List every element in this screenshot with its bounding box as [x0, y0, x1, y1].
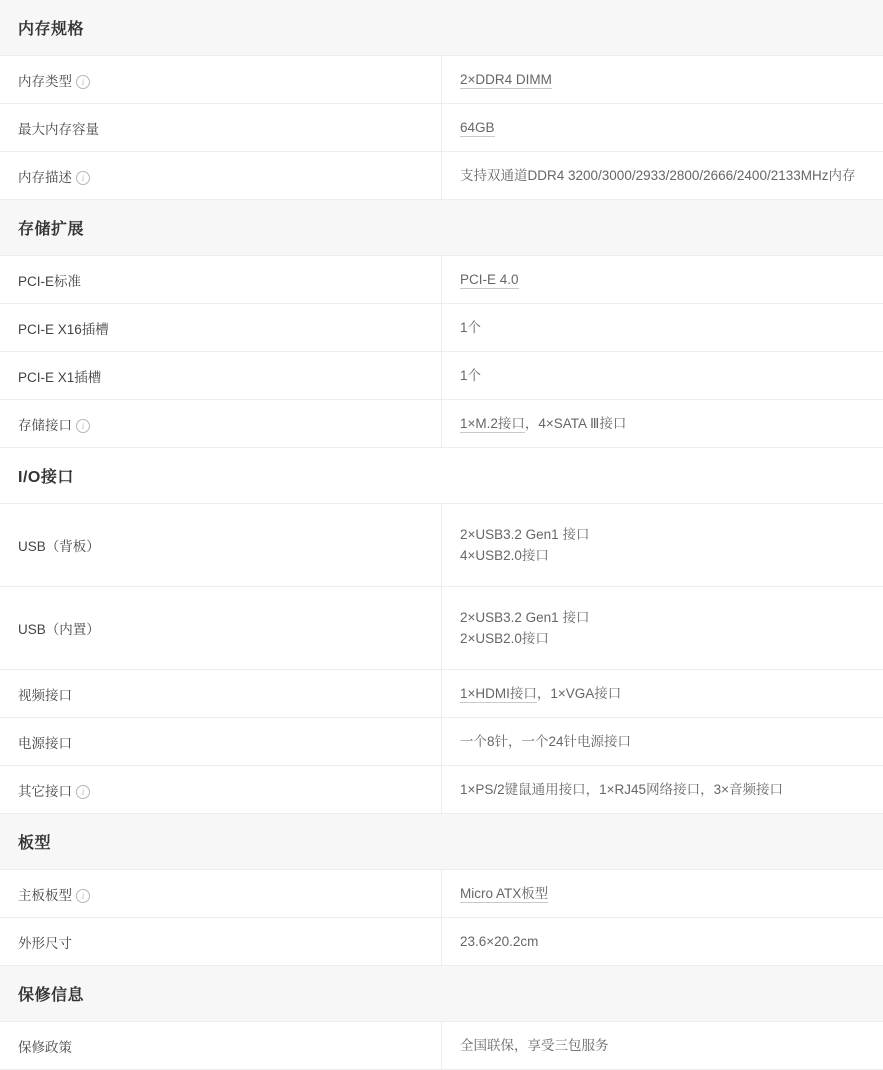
spec-label-cell	[0, 400, 442, 448]
spec-value-text: 1个	[460, 320, 481, 335]
spec-value-text: 1个	[460, 368, 481, 383]
spec-label: USB（内置）	[18, 622, 100, 637]
spec-value-cell	[442, 670, 883, 718]
spec-row	[0, 104, 883, 152]
spec-label: PCI-E X1插槽	[18, 370, 101, 385]
spec-row	[0, 304, 883, 352]
spec-label-cell	[0, 918, 442, 966]
section-header-row	[0, 966, 883, 1022]
spec-row	[0, 1022, 883, 1070]
spec-value-text: ，1×VGA接口	[537, 686, 621, 701]
spec-label: USB（背板）	[18, 539, 100, 554]
spec-value-text: 4×USB2.0接口	[460, 545, 883, 566]
info-icon[interactable]: i	[76, 75, 90, 89]
spec-label-cell	[0, 870, 442, 918]
spec-value-link[interactable]: 1×M.2接口	[460, 416, 525, 433]
spec-label-cell	[0, 718, 442, 766]
section-header-row	[0, 448, 883, 504]
spec-row	[0, 152, 883, 200]
spec-value-text: 2×USB3.2 Gen1 接口	[460, 524, 883, 545]
spec-value-cell	[442, 56, 883, 104]
spec-value-cell	[442, 104, 883, 152]
spec-value-link[interactable]: Micro ATX板型	[460, 886, 548, 903]
spec-label-cell	[0, 56, 442, 104]
spec-value-link[interactable]: 64GB	[460, 120, 495, 137]
spec-label: 存储接口	[18, 418, 72, 433]
spec-row	[0, 56, 883, 104]
spec-label-cell	[0, 670, 442, 718]
spec-row	[0, 670, 883, 718]
spec-value-text: 2×USB2.0接口	[460, 628, 883, 649]
section-title: 存储扩展	[0, 200, 883, 256]
spec-label-cell	[0, 304, 442, 352]
spec-label-cell	[0, 104, 442, 152]
spec-label: PCI-E标准	[18, 274, 81, 289]
spec-value-link[interactable]: 1×HDMI接口	[460, 686, 537, 703]
spec-label: PCI-E X16插槽	[18, 322, 109, 337]
spec-value-cell	[442, 152, 883, 200]
section-title: 板型	[0, 814, 883, 870]
section-title: I/O接口	[0, 448, 883, 504]
spec-label: 内存类型	[18, 74, 72, 89]
spec-value-cell	[442, 352, 883, 400]
info-icon[interactable]: i	[76, 889, 90, 903]
info-icon[interactable]: i	[76, 419, 90, 433]
spec-label: 最大内存容量	[18, 122, 99, 137]
spec-label-cell	[0, 256, 442, 304]
spec-label: 其它接口	[18, 784, 72, 799]
spec-value-text: 23.6×20.2cm	[460, 934, 538, 949]
spec-value-cell	[442, 304, 883, 352]
spec-value-cell	[442, 1022, 883, 1070]
section-header-row	[0, 0, 883, 56]
spec-value-cell	[442, 256, 883, 304]
spec-value-text: 2×USB3.2 Gen1 接口	[460, 607, 883, 628]
spec-row	[0, 400, 883, 448]
spec-label: 外形尺寸	[18, 936, 72, 951]
info-icon[interactable]: i	[76, 785, 90, 799]
spec-value-link[interactable]: PCI-E 4.0	[460, 272, 519, 289]
spec-label: 电源接口	[18, 736, 72, 751]
section-header-row	[0, 200, 883, 256]
spec-value-cell	[442, 718, 883, 766]
info-icon[interactable]: i	[76, 171, 90, 185]
spec-value-text: ，4×SATA Ⅲ接口	[525, 416, 626, 431]
spec-label-cell	[0, 152, 442, 200]
spec-value-cell	[442, 504, 883, 587]
spec-value-cell	[442, 400, 883, 448]
spec-value-link[interactable]: 2×DDR4 DIMM	[460, 72, 552, 89]
section-title: 保修信息	[0, 966, 883, 1022]
spec-label-cell	[0, 587, 442, 670]
spec-label-cell	[0, 504, 442, 587]
spec-value-text: 一个8针，一个24针电源接口	[460, 734, 631, 749]
spec-label-cell	[0, 766, 442, 814]
spec-value-cell	[442, 587, 883, 670]
spec-label-cell	[0, 352, 442, 400]
spec-value-text: 支持双通道DDR4 3200/3000/2933/2800/2666/2400/2133MHz内存	[460, 168, 855, 183]
spec-label: 主板板型	[18, 888, 72, 903]
section-title: 内存规格	[0, 0, 883, 56]
spec-value-text: 1×PS/2键鼠通用接口，1×RJ45网络接口，3×音频接口	[460, 782, 783, 797]
spec-row	[0, 352, 883, 400]
spec-row	[0, 718, 883, 766]
spec-value-cell	[442, 766, 883, 814]
spec-row	[0, 587, 883, 670]
spec-row	[0, 918, 883, 966]
section-header-row	[0, 814, 883, 870]
spec-label-cell	[0, 1022, 442, 1070]
spec-value-cell	[442, 870, 883, 918]
spec-label: 内存描述	[18, 170, 72, 185]
spec-row	[0, 766, 883, 814]
spec-row	[0, 256, 883, 304]
spec-label: 保修政策	[18, 1040, 72, 1055]
spec-row	[0, 504, 883, 587]
spec-value-text: 全国联保，享受三包服务	[460, 1038, 609, 1053]
spec-row	[0, 870, 883, 918]
spec-value-cell	[442, 918, 883, 966]
spec-label: 视频接口	[18, 688, 72, 703]
